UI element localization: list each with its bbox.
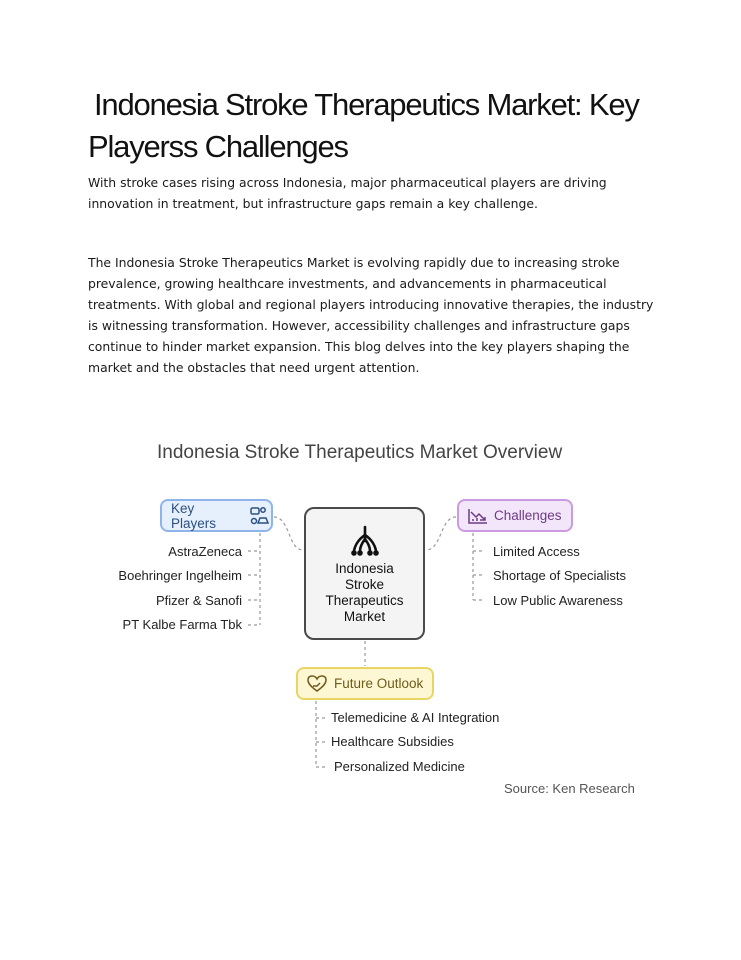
outlook-item: Telemedicine & AI Integration	[331, 710, 500, 725]
key-player-item: Pfizer & Sanofi	[156, 593, 242, 608]
key-player-item: PT Kalbe Farma Tbk	[122, 617, 242, 632]
network-tree-icon	[347, 523, 383, 559]
page-title-line-2: Playerss Challenges	[88, 129, 348, 164]
key-player-item: Boehringer Ingelheim	[118, 568, 242, 583]
players-icon	[249, 506, 271, 526]
market-overview-diagram	[100, 430, 660, 810]
center-node	[304, 507, 425, 640]
challenge-item: Limited Access	[493, 544, 580, 559]
page-title	[88, 84, 688, 168]
challenges-label: Challenges	[494, 508, 562, 523]
center-label: Indonesia Stroke Therapeutics Market	[325, 561, 404, 624]
future-outlook-label: Future Outlook	[334, 676, 424, 691]
page-title-line-1: Indonesia Stroke Therapeutics Market: Key	[94, 87, 639, 122]
declining-chart-icon	[467, 507, 489, 525]
subtitle: With stroke cases rising across Indonesia, major pharmaceutical players are driving innovation in treatment, but infrastructure gaps remain a key challenge.	[88, 175, 607, 211]
intro-paragraph: The Indonesia Stroke Therapeutics Market is evolving rapidly due to increasing stroke prevalence, growing healthcare investments, and advancements in pharmaceutical treatments. With global and regional players introducing innovative therapies, the industry is witnessing transformation. However, accessibility challenges and infrastructure gaps continue to hinder market expansion. This blog delves into the key players shaping the market and the obstacles that need urgent attention.	[88, 255, 654, 375]
outlook-item: Personalized Medicine	[334, 759, 465, 774]
key-players-label: Key Players	[171, 500, 217, 531]
diagram-title: Indonesia Stroke Therapeutics Market Overview	[157, 442, 563, 463]
challenge-item: Low Public Awareness	[493, 593, 623, 608]
key-players-pill	[160, 499, 273, 532]
source-credit: Source: Ken Research	[504, 781, 635, 796]
heart-hand-icon	[306, 674, 328, 694]
challenge-item: Shortage of Specialists	[493, 568, 626, 583]
key-player-item: AstraZeneca	[168, 544, 242, 559]
outlook-item: Healthcare Subsidies	[331, 734, 454, 749]
challenges-pill	[457, 499, 573, 532]
future-outlook-pill	[296, 667, 434, 700]
